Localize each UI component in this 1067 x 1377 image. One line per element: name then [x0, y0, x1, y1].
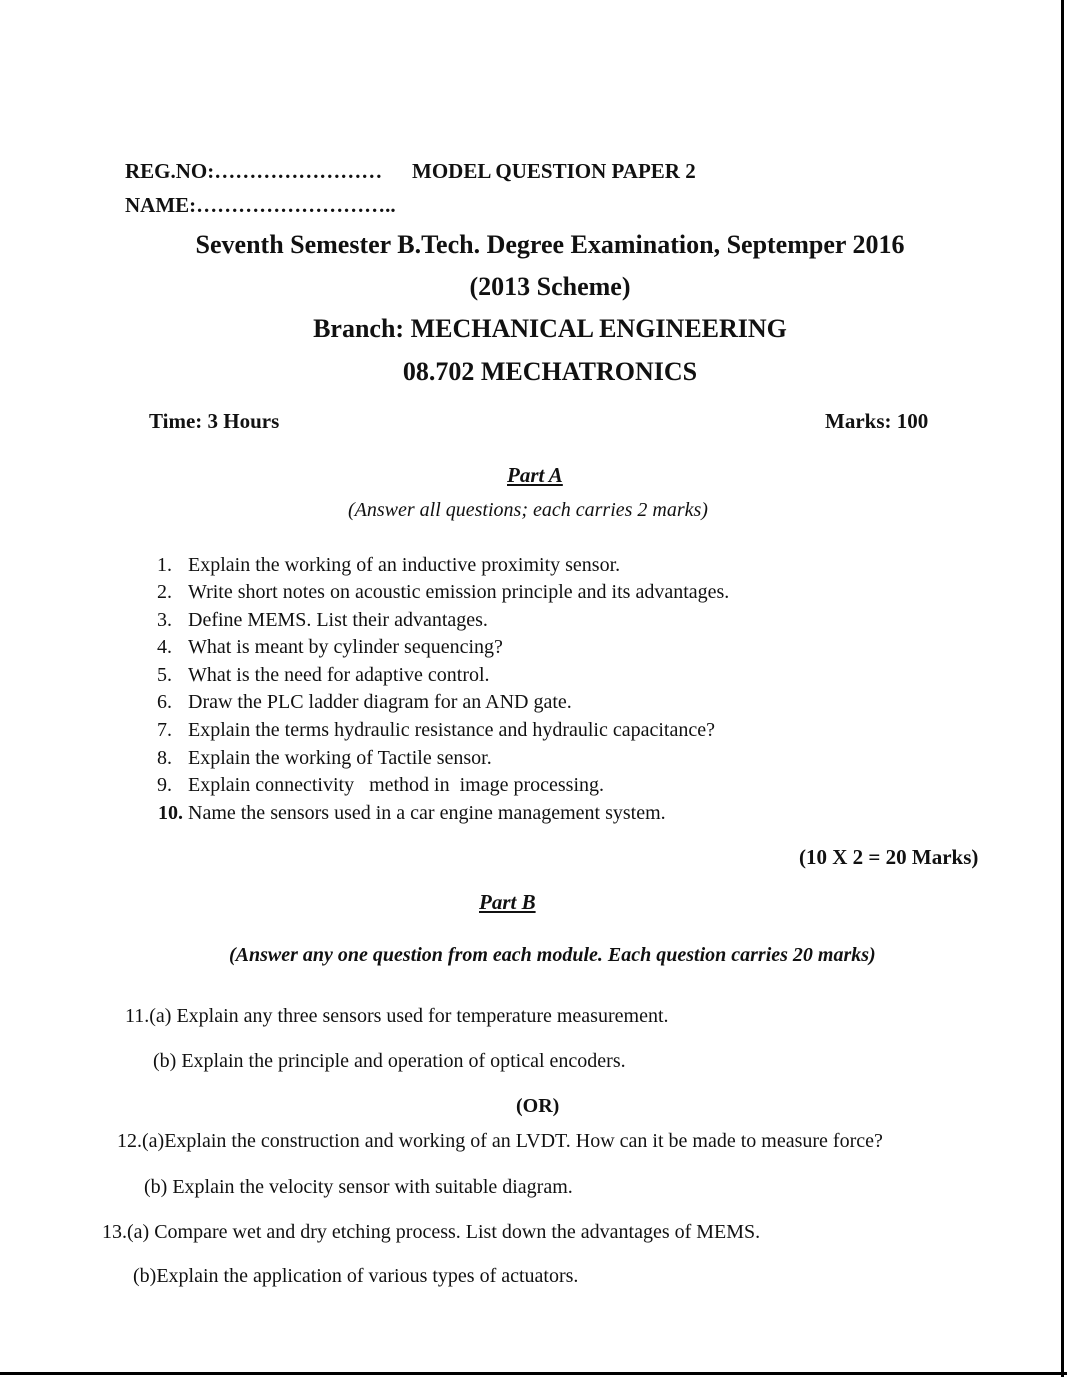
part-b-instruction: (Answer any one question from each module. Each question carries 20 marks) [229, 944, 876, 966]
paper-title: MODEL QUESTION PAPER 2 [412, 159, 696, 183]
subject-title: 08.702 MECHATRONICS [402, 357, 698, 386]
question-12a: 12.(a)Explain the construction and working of an LVDT. How can it be made to measure force? [117, 1130, 883, 1152]
question-number: 7. [157, 719, 172, 741]
question-number: 2. [157, 581, 172, 603]
question-number: 9. [157, 774, 172, 796]
question-number: 5. [157, 664, 172, 686]
page-border-right [1061, 0, 1064, 1377]
question-number: 3. [157, 609, 172, 631]
name-line: NAME:……………………….. [125, 193, 396, 217]
question-13a: 13.(a) Compare wet and dry etching process. List down the advantages of MEMS. [102, 1221, 761, 1243]
or-separator: (OR) [516, 1095, 560, 1117]
question-text: What is the need for adaptive control. [188, 664, 490, 686]
marks-label: Marks: 100 [825, 409, 929, 433]
exam-title: Seventh Semester B.Tech. Degree Examination, Septemper 2016 [195, 230, 905, 259]
question-number: 6. [157, 691, 172, 713]
question-text: Define MEMS. List their advantages. [188, 609, 488, 631]
question-number: 1. [157, 554, 172, 576]
time-label: Time: 3 Hours [149, 409, 280, 433]
question-number: 8. [157, 747, 172, 769]
branch-title: Branch: MECHANICAL ENGINEERING [313, 314, 787, 343]
question-13b: (b)Explain the application of various types of actuators. [133, 1265, 579, 1287]
question-text: Name the sensors used in a car engine management system. [188, 802, 666, 824]
part-a-instruction: (Answer all questions; each carries 2 marks) [348, 499, 708, 521]
question-text: Draw the PLC ladder diagram for an AND gate. [188, 691, 572, 713]
part-b-heading: Part B [479, 890, 536, 914]
question-text: Explain the working of Tactile sensor. [188, 747, 492, 769]
part-a-heading: Part A [507, 463, 563, 487]
question-12b: (b) Explain the velocity sensor with suitable diagram. [144, 1176, 573, 1198]
question-number: 4. [157, 636, 172, 658]
scheme-title: (2013 Scheme) [469, 272, 631, 301]
question-text: Write short notes on acoustic emission principle and its advantages. [188, 581, 730, 603]
question-11a: 11.(a) Explain any three sensors used for temperature measurement. [125, 1005, 669, 1027]
part-a-marks-summary: (10 X 2 = 20 Marks) [799, 845, 979, 869]
reg-no-line: REG.NO:…………………… [125, 159, 383, 183]
page-border-bottom [0, 1372, 1067, 1375]
question-number: 10. [158, 802, 183, 824]
question-text: What is meant by cylinder sequencing? [188, 636, 503, 658]
question-text: Explain connectivity method in image processing. [188, 774, 605, 796]
question-11b: (b) Explain the principle and operation of optical encoders. [153, 1050, 626, 1072]
question-text: Explain the terms hydraulic resistance and hydraulic capacitance? [188, 719, 715, 741]
question-text: Explain the working of an inductive proximity sensor. [188, 554, 621, 576]
